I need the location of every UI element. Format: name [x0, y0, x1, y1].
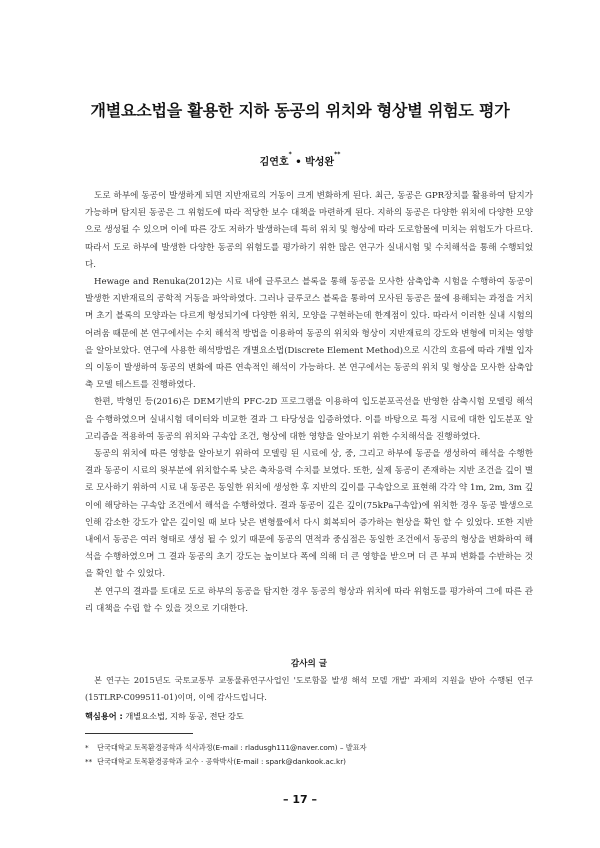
- footnotes: [85, 741, 533, 768]
- body-paragraph: 한편, 박형민 등(2016)은 DEM기반의 PFC-2D 프로그램을 이용하여 입도분포곡선을 반영한 삼축시험 모델링 해석을 수행하였으며 실내시험 데이터와 비교한 결과 그 타당성을 입증하였다. 이를 바탕으로 특정 시료에 대한 입도분포 알고리즘을 적용하여 동공의 위치와 구속압 조건, 형상에 대한 영향을 알아보기 위한 수치해석을 진행하였다.: [85, 397, 533, 442]
- author-separator: •: [291, 157, 306, 168]
- body-paragraph: 본 연구의 결과를 토대로 도로 하부의 동공을 탐지한 경우 동공의 형상과 위치에 따라 위험도를 평가하여 그에 따른 관리 대책을 수립 할 수 있을 것으로 기대한다.: [85, 586, 533, 614]
- keywords-label: 핵심용어 :: [85, 711, 123, 721]
- acknowledgment-text: 본 연구는 2015년도 국토교통부 교통물류연구사업인 '도로함몰 발생 해석 모델 개발' 과제의 지원을 받아 수행된 연구(15TLRP-C099511-01)이며, 이에 감사드립니다.: [85, 675, 533, 702]
- author-name: 박성완: [305, 157, 335, 168]
- author-name: 김연호: [259, 157, 289, 168]
- author-affiliation-mark: *: [288, 151, 292, 158]
- acknowledgment-heading: 감사의 글: [290, 659, 328, 669]
- footnote-text: 단국대학교 토목환경공학과 교수 · 공학박사(E-mail : spark@dankook.ac.kr): [97, 756, 346, 766]
- keywords-value: 개별요소법, 지하 동공, 전단 강도: [122, 711, 244, 721]
- acknowledgment-section: [85, 672, 533, 705]
- body-paragraph: Hewage and Renuka(2012)는 시료 내에 글루코스 블록을 통해 동공을 모사한 삼축압축 시험을 수행하여 동공이 발생한 지반재료의 공학적 거동을 파악하였다. 그러나 글루코스 블록을 통하여 모사된 동공은 물에 용해되는 과정을 거치며 초기 블록의 모양과는 다르게 형성되기에 다양한 위치, 모양을 구현하는데 한계점이 있다. 따라서 이러한 실내 시험의 어려움 때문에 본 연구에서는 수치 해석적 방법을 이용하여 동공의 위치와 형상이 지반재료의 강도와 변형에 미치는 영향을 알아보았다. 연구에 사용한 해석방법은 개별요소법(Discrete Element Method)으로 시간의 흐름에 따라 개별 입자의 이동이 발생하여 동공의 변화에 따른 연속적인 해석이 가능하다. 본 연구에서는 동공의 위치 및 형상을 모사한 삼축압축 모델 테스트를 진행하였다.: [85, 277, 533, 391]
- author-line: [0, 153, 600, 168]
- footnote-text: 단국대학교 토목환경공학과 석사과정(E-mail : rladusgh111@naver.com) – 발표자: [97, 743, 367, 752]
- footnote-mark: *: [85, 743, 89, 752]
- footnote-mark: **: [85, 756, 93, 766]
- page-number: – 17 –: [283, 793, 317, 806]
- author-affiliation-mark: **: [334, 151, 341, 158]
- footnote-divider: [85, 733, 193, 734]
- footnote: [85, 741, 533, 755]
- abstract-body: [85, 188, 533, 618]
- footnote: [85, 755, 533, 769]
- body-paragraph: 동공의 위치에 따른 영향을 알아보기 위하여 모델링 된 시료에 상, 중, 그리고 하부에 동공을 생성하여 해석을 수행한 결과 동공이 시료의 윗부분에 위치할수록 낮은 축차응력 수치를 보였다. 또한, 실제 동공이 존재하는 지반 조건을 깊이 별로 모사하기 위하여 시료 내 동공은 동일한 위치에 생성한 후 지반의 깊이를 구속압으로 표현해 각각 약 1m, 2m, 3m 깊이에 해당하는 구속압 조건에서 해석을 수행하였다. 결과 동공이 깊은 깊이(75kPa구속압)에 위치한 경우 동공 발생으로 인해 감소한 강도가 얕은 깊이일 때 보다 낮은 변형률에서 다시 회복되어 증가하는 현상을 확인 할 수 있었다. 또한 지반 내에서 동공은 여러 형태로 생성 될 수 있기 때문에 동공의 면적과 중심점은 동일한 조건에서 동공의 형상을 변화하여 해석을 수행하였으며 그 결과 동공의 초기 강도는 높이보다 폭에 의해 더 큰 영향을 받으며 더 큰 부피 변화를 수반하는 것을 확인 할 수 있었다.: [85, 449, 533, 580]
- keywords-line: [85, 711, 533, 722]
- paper-title: 개별요소법을 활용한 지하 동공의 위치와 형상별 위험도 평가: [90, 101, 510, 120]
- body-paragraph: 도로 하부에 동공이 발생하게 되면 지반재료의 거동이 크게 변화하게 된다. 최근, 동공은 GPR장치를 활용하여 탐지가 가능하며 탐지된 동공은 그 위험도에 따라 적당한 보수 대책을 마련하게 된다. 지하의 동공은 다양한 위치에 다양한 모양으로 생성될 수 있으며 이에 따른 강도 저하가 발생하는데 특히 위치 및 형상에 따라 도로함몰에 미치는 위험도가 다르다. 따라서 도로 하부에 발생한 다양한 동공의 위험도를 평가하기 위한 많은 연구가 실내시험 및 수치해석을 통해 수행되었다.: [85, 191, 533, 270]
